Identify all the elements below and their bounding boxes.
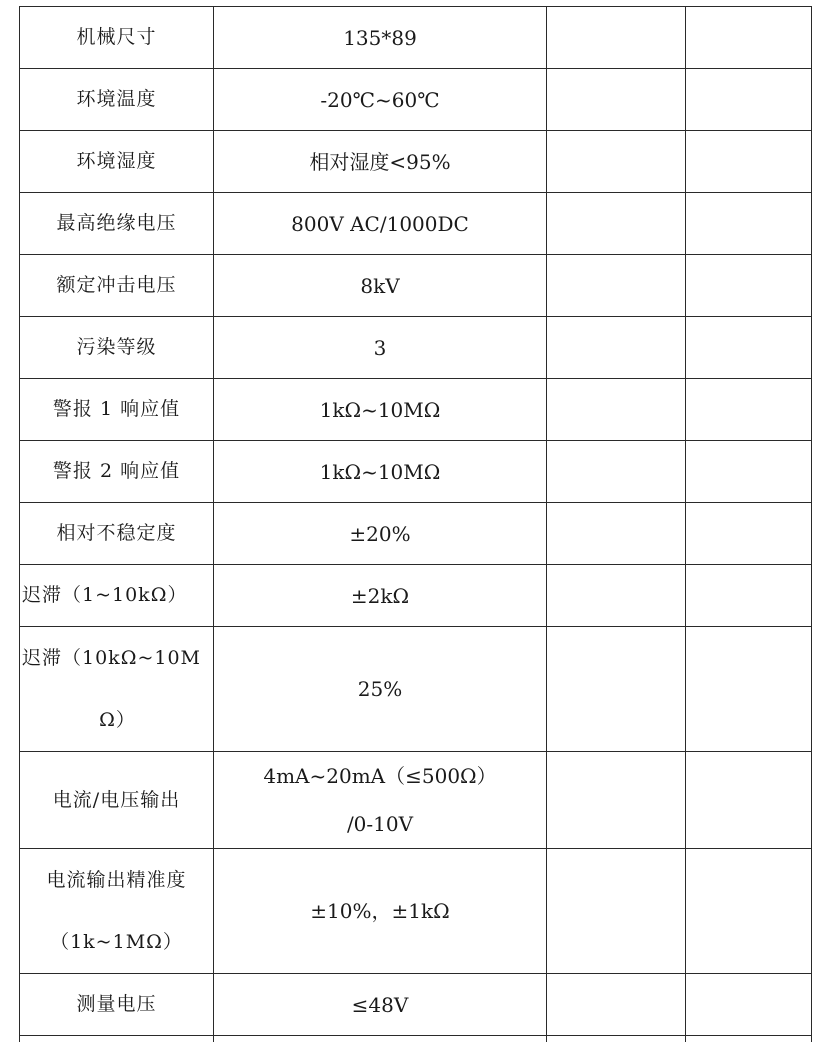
table-row [20, 131, 812, 193]
table-row [20, 379, 812, 441]
row-label-line: 迟滞（10kΩ~10M [22, 647, 201, 669]
table-row [20, 849, 812, 974]
empty-cell [547, 7, 686, 69]
row-value: -20℃~60℃ [214, 69, 547, 131]
empty-cell [547, 752, 686, 849]
row-value: 25% [214, 627, 547, 752]
empty-cell [547, 627, 686, 752]
empty-cell [547, 379, 686, 441]
empty-cell [686, 441, 812, 503]
row-value: ±10%，±1kΩ [214, 849, 547, 974]
table-row [20, 317, 812, 379]
table-row [20, 565, 812, 627]
empty-cell [20, 1036, 214, 1042]
empty-cell [686, 627, 812, 752]
empty-cell [547, 974, 686, 1036]
row-value: 800V AC/1000DC [214, 193, 547, 255]
empty-cell [686, 752, 812, 849]
row-label: 额定冲击电压 [20, 255, 214, 317]
empty-cell [686, 849, 812, 974]
row-value: 1kΩ~10MΩ [214, 379, 547, 441]
empty-cell [547, 131, 686, 193]
empty-cell [547, 565, 686, 627]
empty-cell [547, 503, 686, 565]
row-label [20, 627, 214, 752]
row-value [214, 752, 547, 849]
row-value: 1kΩ~10MΩ [214, 441, 547, 503]
table-row [20, 69, 812, 131]
table-row [20, 7, 812, 69]
row-label: 警报 2 响应值 [20, 441, 214, 503]
row-value-line: /0-10V [346, 812, 414, 836]
row-label: 电流/电压输出 [20, 752, 214, 849]
empty-cell [547, 849, 686, 974]
spec-table [19, 6, 812, 1042]
empty-cell [547, 1036, 686, 1042]
empty-cell [686, 503, 812, 565]
empty-cell [686, 7, 812, 69]
empty-cell [686, 1036, 812, 1042]
row-label: 测量电压 [20, 974, 214, 1036]
table-row [20, 627, 812, 752]
empty-cell [547, 255, 686, 317]
row-label-line: Ω） [99, 709, 136, 731]
row-label: 迟滞（1~10kΩ） [20, 565, 214, 627]
table-row [20, 441, 812, 503]
table-row [20, 752, 812, 849]
row-label: 环境湿度 [20, 131, 214, 193]
row-value: 相对湿度<95% [214, 131, 547, 193]
empty-cell [686, 317, 812, 379]
row-label-line: （1k~1MΩ） [50, 931, 183, 953]
empty-cell [686, 565, 812, 627]
row-value-line: 4mA~20mA（≤500Ω） [263, 764, 497, 788]
row-label: 最高绝缘电压 [20, 193, 214, 255]
empty-cell [686, 379, 812, 441]
empty-cell [547, 441, 686, 503]
empty-cell [686, 69, 812, 131]
row-label: 环境温度 [20, 69, 214, 131]
row-value: 3 [214, 317, 547, 379]
row-value: ≤48V [214, 974, 547, 1036]
row-label: 相对不稳定度 [20, 503, 214, 565]
row-label [20, 849, 214, 974]
table-row [20, 255, 812, 317]
empty-cell [686, 193, 812, 255]
table-row [20, 503, 812, 565]
empty-cell [547, 69, 686, 131]
row-label: 警报 1 响应值 [20, 379, 214, 441]
row-label-line: 电流输出精准度 [46, 869, 187, 891]
row-label: 机械尺寸 [20, 7, 214, 69]
row-value: 135*89 [214, 7, 547, 69]
empty-cell [686, 974, 812, 1036]
row-value: ±20% [214, 503, 547, 565]
table-row [20, 193, 812, 255]
empty-cell [686, 131, 812, 193]
row-value: ±2kΩ [214, 565, 547, 627]
empty-cell [547, 193, 686, 255]
row-value: 8kV [214, 255, 547, 317]
empty-cell [547, 317, 686, 379]
table-row-partial [20, 1036, 812, 1042]
table-row [20, 974, 812, 1036]
empty-cell [686, 255, 812, 317]
row-label: 污染等级 [20, 317, 214, 379]
empty-cell [214, 1036, 547, 1042]
